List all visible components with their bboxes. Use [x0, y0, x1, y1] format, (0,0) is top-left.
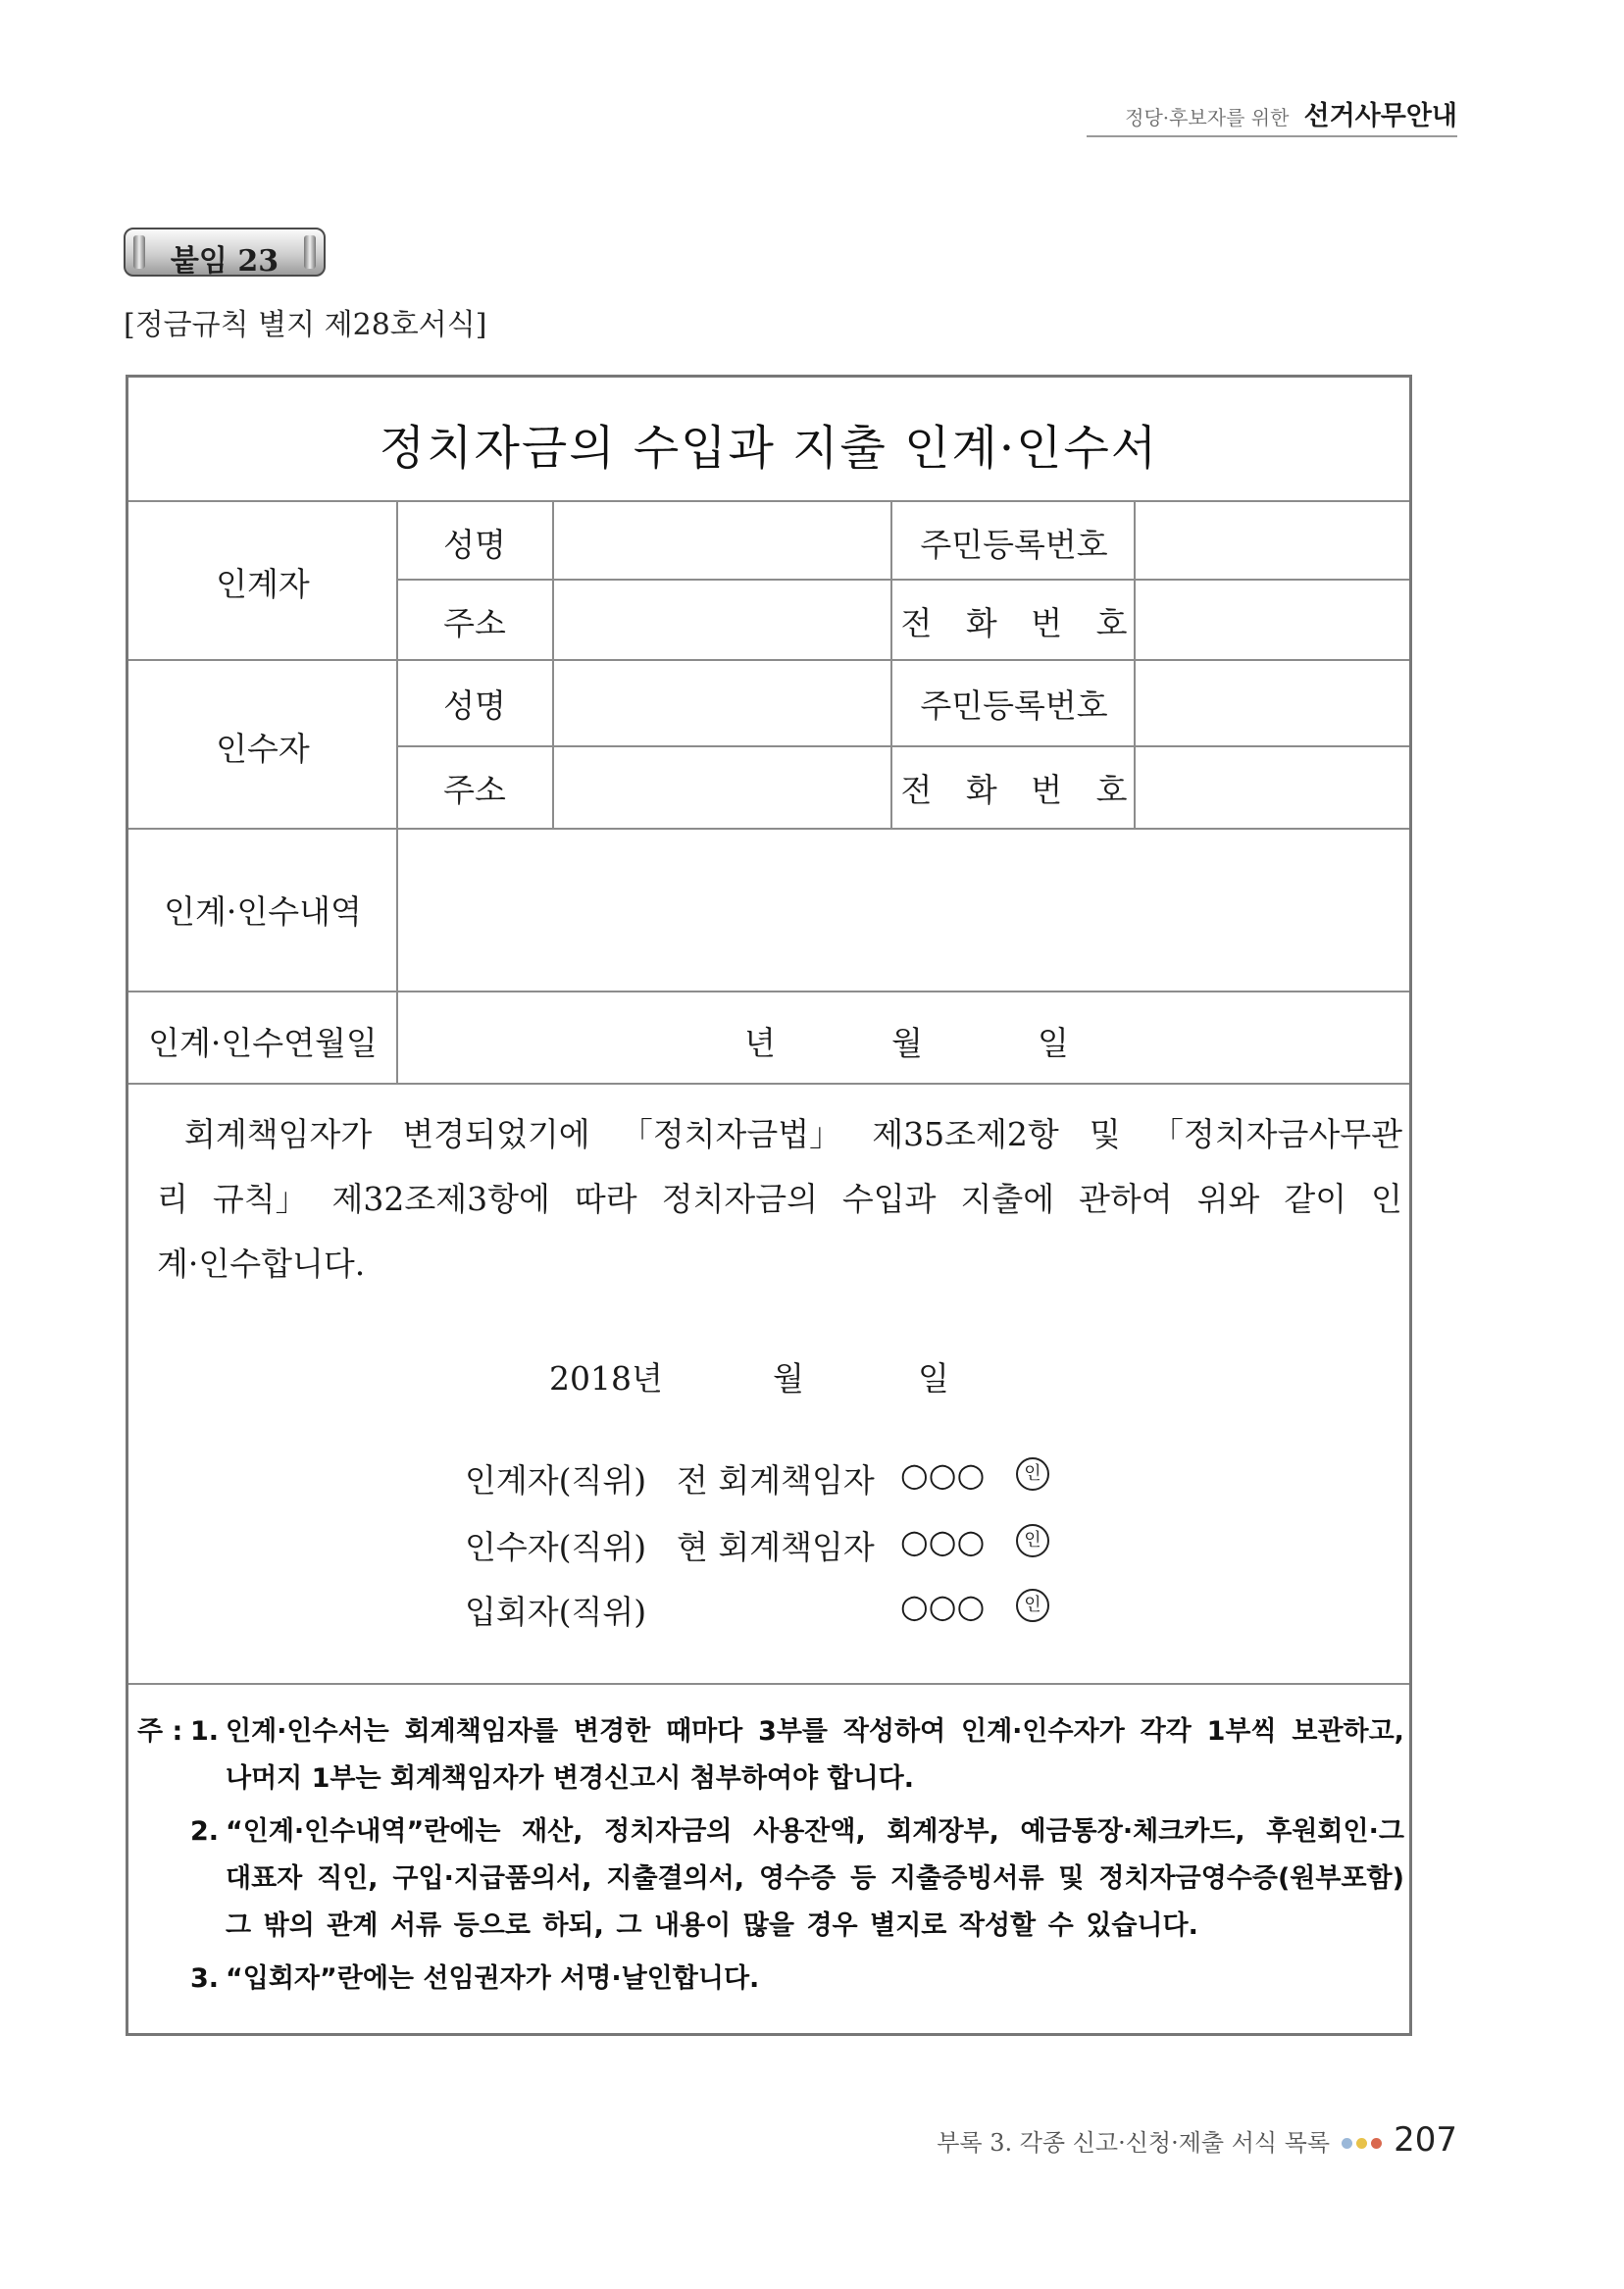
- transferor-address-label: 주소: [443, 604, 506, 642]
- rule: [397, 579, 1409, 581]
- transferee-phone-label: 전 화 번 호: [900, 771, 1140, 809]
- rule: [128, 1683, 1409, 1685]
- note-line: “입회자”란에는 선임권자가 서명·날인합니다.: [226, 1963, 760, 1994]
- note-number: 3.: [190, 1963, 220, 1994]
- form-reference: [정금규칙 별지 제28호서식]: [124, 308, 487, 342]
- note-number: 1.: [190, 1716, 220, 1747]
- signature-role: 인수자(직위): [465, 1528, 647, 1566]
- date-month-label: 월: [891, 1024, 923, 1062]
- footer-dot-2: [1356, 2138, 1367, 2149]
- rule: [128, 659, 1409, 661]
- running-header: [1087, 94, 1457, 137]
- footer-dot-3: [1371, 2138, 1382, 2149]
- rule: [128, 828, 1409, 830]
- signature-name: ○○○: [900, 1522, 986, 1560]
- statement-line: 계·인수합니다.: [157, 1245, 366, 1283]
- attachment-badge-label: 붙임 23: [170, 244, 279, 279]
- date-day-label: 일: [1038, 1024, 1069, 1062]
- attachment-badge: [124, 228, 326, 277]
- signature-desc: 현 회계책임자: [677, 1528, 875, 1566]
- rule: [128, 1083, 1409, 1085]
- footer-text: 부록 3. 각종 신고·신청·제출 서식 목록: [937, 2129, 1331, 2157]
- note-2: [137, 1808, 1404, 1950]
- note-line: 인계·인수서는 회계책임자를 변경한 때마다 3부를 작성하여 인계·인수자가 각각 1부씩 보관하고,: [226, 1716, 1404, 1747]
- rule: [396, 500, 398, 1083]
- rule: [397, 745, 1409, 747]
- sign-date-year: 2018년: [549, 1359, 663, 1398]
- transferor-label: 인계자: [216, 565, 310, 603]
- transferee-id-label: 주민등록번호: [920, 687, 1108, 725]
- rule: [128, 500, 1409, 502]
- date-label: 인계·인수연월일: [148, 1024, 378, 1062]
- signature-name: ○○○: [900, 1455, 986, 1494]
- note-1: [137, 1708, 1404, 1803]
- note-number: 2.: [190, 1816, 220, 1847]
- rule: [890, 500, 892, 828]
- details-label: 인계·인수내역: [164, 892, 362, 931]
- seal-mark: 인: [1016, 1455, 1049, 1494]
- page-footer: [937, 2120, 1457, 2160]
- transferee-address-label: 주소: [443, 771, 506, 809]
- transferor-id-label: 주민등록번호: [920, 526, 1108, 564]
- sign-date-day: 일: [918, 1359, 949, 1398]
- rule: [552, 500, 554, 828]
- note-line: 대표자 직인, 구입·지급품의서, 지출결의서, 영수증 등 지출증빙서류 및 정치자금영수증(원부포함): [226, 1863, 1404, 1894]
- header-subtitle: 정당·후보자를 위한: [1125, 106, 1290, 129]
- signature-name: ○○○: [900, 1587, 986, 1625]
- signature-role: 인계자(직위): [465, 1461, 647, 1500]
- notes-prefix: 주 :: [137, 1716, 183, 1747]
- seal-mark: 인: [1016, 1587, 1049, 1625]
- statement-line: 회계책임자가 변경되었기에 「정치자금법」 제35조제2항 및 「정치자금사무관: [184, 1115, 1402, 1153]
- transferor-name-label: 성명: [443, 526, 506, 564]
- note-line: 그 밖의 관계 서류 등으로 하되, 그 내용이 많을 경우 별지로 작성할 수 있습니다.: [226, 1910, 1198, 1941]
- sign-date-month: 월: [773, 1359, 804, 1398]
- statement: [157, 1102, 1402, 1297]
- signature-role: 입회자(직위): [465, 1593, 647, 1631]
- transferor-phone-label: 전 화 번 호: [900, 604, 1140, 642]
- header-title: 선거사무안내: [1303, 101, 1457, 131]
- notes: [137, 1708, 1404, 2003]
- note-line: 나머지 1부는 회계책임자가 변경신고시 첨부하여야 합니다.: [226, 1763, 915, 1794]
- date-year-label: 년: [744, 1024, 776, 1062]
- page-number: 207: [1394, 2120, 1457, 2160]
- statement-line: 리 규칙」 제32조제3항에 따라 정치자금의 수입과 지출에 관하여 위와 같이 인: [157, 1180, 1402, 1218]
- seal-mark: 인: [1016, 1522, 1049, 1560]
- note-3: [137, 1956, 1404, 2003]
- transferee-label: 인수자: [216, 730, 310, 768]
- footer-dot-1: [1342, 2138, 1352, 2149]
- signature-desc: 전 회계책임자: [677, 1461, 875, 1500]
- transferee-name-label: 성명: [443, 687, 506, 725]
- note-line: “인계·인수내역”란에는 재산, 정치자금의 사용잔액, 회계장부, 예금통장·체크카드, 후원회인·그: [226, 1816, 1404, 1847]
- form-title: 정치자금의 수입과 지출 인계·인수서: [379, 421, 1159, 476]
- rule: [128, 991, 1409, 992]
